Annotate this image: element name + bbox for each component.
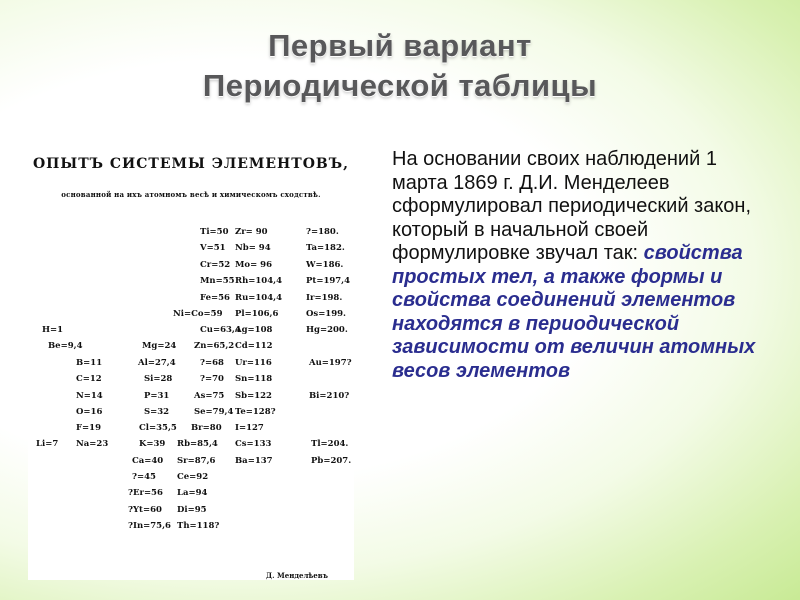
table-subheading: основанной на ихъ атомномъ весѣ и химическомъ сходствѣ. (61, 190, 321, 199)
table-signature: Д. Менделѣевъ (265, 571, 328, 580)
periodic-table-scan (28, 150, 354, 580)
table-element-cell: V=51 (200, 243, 226, 253)
table-element-cell: Fe=56 (200, 293, 230, 303)
table-element-cell: Ce=92 (177, 472, 209, 482)
table-element-cell: B=11 (76, 358, 103, 368)
table-element-cell: ?In=75,6 (128, 521, 171, 531)
table-element-cell: Ca=40 (132, 456, 164, 466)
table-element-cell: Ru=104,4 (235, 293, 282, 303)
table-element-cell: Ni=Co=59 (173, 309, 223, 319)
table-element-cell: Be=9,4 (48, 341, 83, 351)
table-element-cell: C=12 (76, 374, 102, 384)
table-element-cell: N=14 (76, 391, 103, 401)
table-element-cell: Sn=118 (235, 374, 273, 384)
table-element-cell: Ti=50 (200, 227, 229, 237)
table-element-cell: Pt=197,4 (306, 276, 351, 286)
table-element-cell: Si=28 (144, 374, 173, 384)
table-element-cell: Cl=35,5 (139, 423, 177, 433)
table-element-cell: Mn=55 (200, 276, 235, 286)
title-line-1: Первый вариант (268, 28, 532, 63)
table-element-cell: Ta=182. (306, 243, 345, 253)
table-element-cell: Hg=200. (306, 325, 348, 335)
table-element-cell: Pl=106,6 (235, 309, 279, 319)
table-element-cell: Sr=87,6 (177, 456, 216, 466)
table-element-cell: ?Yt=60 (128, 505, 162, 515)
table-element-cell: F=19 (76, 423, 101, 433)
table-element-cell: Te=128? (235, 407, 276, 417)
table-element-cell: Cu=63,4 (200, 325, 241, 335)
table-element-cell: Na=23 (76, 439, 109, 449)
table-element-cell: Br=80 (191, 423, 222, 433)
table-element-cell: Zr= 90 (235, 227, 268, 237)
title-line-2: Периодической таблицы (202, 68, 598, 103)
table-element-cell: ?=45 (132, 472, 156, 482)
table-element-cell: ?=70 (200, 374, 224, 384)
table-element-cell: K=39 (139, 439, 166, 449)
slide-title (0, 26, 800, 106)
table-heading: ОПЫТЪ СИСТЕМЫ ЭЛЕМЕНТОВЪ, (32, 156, 349, 172)
table-element-cell: O=16 (76, 407, 103, 417)
table-element-cell: Al=27,4 (138, 358, 176, 368)
table-element-cell: Mg=24 (142, 341, 177, 351)
body-emphasis-text: свойства простых тел, а также формы и свойства соединений элементов находятся в периодической зависимости от величин атомных весов элементов (392, 242, 756, 382)
table-element-cell: Se=79,4 (194, 407, 234, 417)
table-element-cell: As=75 (194, 391, 225, 401)
table-element-cell: I=127 (235, 423, 264, 433)
table-element-cell: Ir=198. (306, 293, 343, 303)
table-element-cell: Ur=116 (235, 358, 272, 368)
table-element-cell: Cr=52 (200, 260, 231, 270)
slide-body-text (392, 148, 772, 383)
table-element-cell: Ag=108 (235, 325, 273, 335)
table-element-cell: Cs=133 (235, 439, 272, 449)
table-element-cell: S=32 (144, 407, 170, 417)
table-element-cell: Zn=65,2 (194, 341, 235, 351)
table-element-cell: Cd=112 (235, 341, 273, 351)
table-element-cell: Mo= 96 (235, 260, 272, 270)
table-element-cell: Di=95 (177, 505, 207, 515)
table-element-cell: Rb=85,4 (177, 439, 218, 449)
table-element-cell: Rh=104,4 (235, 276, 282, 286)
table-element-cell: Bi=210? (309, 391, 350, 401)
table-element-cell: P=31 (144, 391, 170, 401)
table-element-cell: Au=197? (309, 358, 352, 368)
table-element-cell: ?=180. (306, 227, 339, 237)
table-element-cell: Os=199. (306, 309, 347, 319)
table-element-cell: Nb= 94 (235, 243, 271, 253)
table-element-cell: Ba=137 (235, 456, 273, 466)
table-element-cell: Pb=207. (311, 456, 352, 466)
table-element-cell: H=1 (42, 325, 64, 335)
table-element-cell: Tl=204. (311, 439, 349, 449)
body-plain-text: На основании своих наблюдений 1 марта 1869 г. Д.И. Менделеев сформулировал периодический закон, который в начальной своей формулировке звучал так: (392, 148, 752, 264)
table-element-cell: ?Er=56 (128, 488, 163, 498)
table-element-cell: W=186. (306, 260, 344, 270)
table-element-cell: Sb=122 (235, 391, 272, 401)
table-element-cell: Th=118? (177, 521, 220, 531)
table-element-cell: La=94 (177, 488, 208, 498)
table-element-cell: Li=7 (36, 439, 59, 449)
table-element-cell: ?=68 (200, 358, 224, 368)
